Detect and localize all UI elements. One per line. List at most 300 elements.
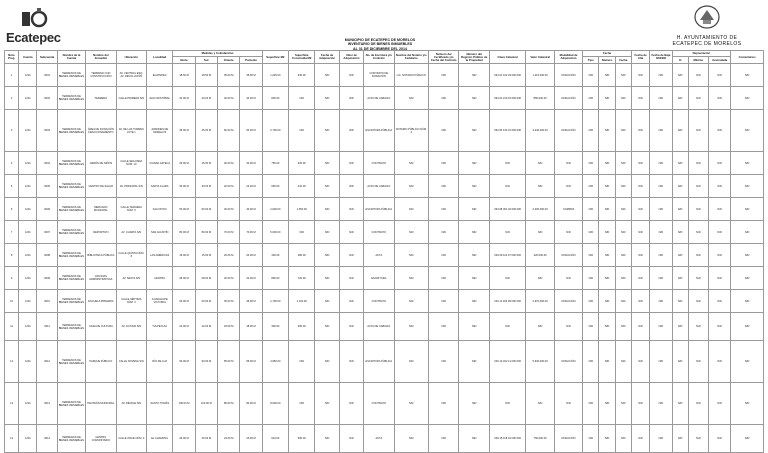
cell-numero: N/D — [599, 290, 615, 313]
cell-pct: N/D — [672, 313, 688, 341]
cell-norte: 25.00 M — [173, 152, 195, 175]
cell-norte: 100.00 M — [173, 383, 195, 425]
cell-rpp: N/D — [459, 198, 489, 221]
cell-fecha: N/D — [615, 290, 631, 313]
cell-sub: 0008 — [37, 244, 57, 267]
cell-escritura: ACTA DE CABILDO — [364, 175, 394, 198]
cell-notario: N/D — [394, 313, 428, 341]
cell-sup: 800.00 — [262, 87, 288, 110]
cell-min: N/D — [688, 175, 708, 198]
cell-modalidad: DONACIÓN — [554, 341, 582, 383]
cell-norte: 45.00 M — [173, 110, 195, 152]
cell-cert: N/D — [429, 425, 459, 453]
cell-valor: 2,400,000.00 — [526, 198, 554, 221]
cell-tipo: N/D — [583, 425, 599, 453]
cell-acum: N/D — [709, 175, 731, 198]
cell-modalidad: N/D — [554, 313, 582, 341]
ecatepec-logo — [6, 6, 66, 46]
cell-modalidad: DONACIÓN — [554, 244, 582, 267]
cell-sub: 0007 — [37, 221, 57, 244]
cell-sur: 90.00 M — [195, 341, 217, 383]
cell-sup: 1,025.00 — [262, 64, 288, 87]
seal-line1: H. AYUNTAMIENTO DE — [676, 35, 738, 41]
cell-valor: N/D — [526, 221, 554, 244]
table-row — [5, 313, 764, 341]
seal-line2: ECATEPEC DE MORELOS — [672, 41, 742, 47]
cell-pct: N/D — [672, 198, 688, 221]
col-ubicacion: Ubicación — [116, 51, 146, 64]
cell-notario: N/D — [394, 152, 428, 175]
cell-escritura: CONTRATO — [364, 290, 394, 313]
col-pct: % — [672, 57, 688, 64]
cell-pct: N/D — [672, 267, 688, 290]
cell-vadq: N/D — [339, 110, 363, 152]
cell-localidad: SANTA CLARA — [147, 175, 173, 198]
cell-ubicacion: CALLE NOVENA S/N — [116, 341, 146, 383]
cell-inmueble: PANTEÓN MUNICIPAL — [86, 383, 116, 425]
cell-rpp: N/D — [459, 313, 489, 341]
cell-ubicacion: AV. SEXTA S/N — [116, 267, 146, 290]
cell-cert: N/D — [429, 244, 459, 267]
table-row — [5, 425, 764, 453]
cell-min: N/D — [688, 341, 708, 383]
table-row — [5, 110, 764, 152]
cell-acum: N/D — [709, 244, 731, 267]
col-tipo: Tipo — [583, 57, 599, 64]
cell-supc: 640.00 — [289, 64, 315, 87]
cell-clave: 094 11 204 09 000 000 — [489, 290, 526, 313]
cell-localidad: JARDINES DE MORELOS — [147, 110, 173, 152]
cell-numero: N/D — [599, 341, 615, 383]
cell-escritura: ESCRITURA PÚBLICA — [364, 198, 394, 221]
cell-numero: N/D — [599, 425, 615, 453]
cell-valor: 2,970,000.00 — [526, 290, 554, 313]
cell-supc: 1,100.00 — [289, 290, 315, 313]
cell-ubicacion: CALLE TERCERA NÚM. 5 — [116, 198, 146, 221]
col-superficie-construida: Superficie Construida M2 — [289, 51, 315, 64]
cell-acum: N/D — [709, 313, 731, 341]
col-poniente: Poniente — [240, 57, 262, 64]
cell-oriente: 35.00 M — [218, 64, 240, 87]
inventory-rows — [5, 64, 764, 453]
cell-min: N/D — [688, 221, 708, 244]
cell-fbaja: N/D — [650, 198, 672, 221]
cell-clave: 094 02 210 15 000 000 — [489, 87, 526, 110]
cell-nombre-cuenta: TERRENOS DE BIENES INMUEBLES — [57, 313, 85, 341]
cell-falta: N/D — [631, 152, 649, 175]
table-row — [5, 290, 764, 313]
cell-fecha: N/D — [615, 425, 631, 453]
logo-left-text: Ecatepec — [6, 30, 61, 45]
cell-n: 14 — [5, 425, 19, 453]
cell-rpp: N/D — [459, 383, 489, 425]
cell-ubicacion: CALLE SÉPTIMA NÚM. 3 — [116, 290, 146, 313]
cell-min: N/D — [688, 110, 708, 152]
cell-fbaja: N/D — [650, 175, 672, 198]
cell-coment: N/D — [731, 383, 764, 425]
table-row — [5, 87, 764, 110]
cell-poniente: 32.00 M — [240, 267, 262, 290]
cell-fecha: N/D — [615, 221, 631, 244]
cell-supc: N/D — [289, 110, 315, 152]
cell-fadq: N/D — [315, 198, 339, 221]
cell-localidad: LAS AMÉRICAS — [147, 244, 173, 267]
cell-coment: N/D — [731, 341, 764, 383]
cell-sur: 18.50 M — [195, 64, 217, 87]
cell-min: N/D — [688, 313, 708, 341]
cell-falta: N/D — [631, 313, 649, 341]
cell-tipo: N/D — [583, 175, 599, 198]
cell-notario: N/D — [394, 244, 428, 267]
cell-pct: N/D — [672, 87, 688, 110]
cell-clave: 094 13 402 11 000 000 — [489, 341, 526, 383]
cell-notario: N/D — [394, 175, 428, 198]
cell-sur: 26.00 M — [195, 425, 217, 453]
cell-localidad: ECATEPEC — [147, 64, 173, 87]
cell-fbaja: N/D — [650, 341, 672, 383]
cell-sub: 0006 — [37, 198, 57, 221]
cell-n: 13 — [5, 383, 19, 425]
cell-sup: 750.00 — [262, 152, 288, 175]
cell-tipo: N/D — [583, 110, 599, 152]
cell-oriente: 20.00 M — [218, 244, 240, 267]
cell-clave: 094 05 133 01 000 000 — [489, 110, 526, 152]
cell-poniente: 45.00 M — [240, 290, 262, 313]
cell-rpp: N/D — [459, 341, 489, 383]
cell-vadq: N/D — [339, 64, 363, 87]
col-localidad: Localidad — [147, 51, 173, 64]
cell-fadq: N/D — [315, 425, 339, 453]
cell-rpp: N/D — [459, 87, 489, 110]
col-norte: Norte — [173, 57, 195, 64]
cell-clave: 094 15 118 04 000 000 — [489, 425, 526, 453]
cell-nombre-cuenta: TERRENOS DE BIENES INMUEBLES — [57, 152, 85, 175]
cell-norte: 26.00 M — [173, 425, 195, 453]
cell-inmueble: CASA DE CULTURA — [86, 313, 116, 341]
cell-oriente: 24.00 M — [218, 425, 240, 453]
cell-oriente: 55.00 M — [218, 341, 240, 383]
cell-numero: N/D — [599, 221, 615, 244]
cell-inmueble: OFICINAS ADMINISTRATIVAS — [86, 267, 116, 290]
cell-clave: N/D — [489, 313, 526, 341]
cell-cuenta: 1231 — [19, 198, 37, 221]
cell-ubicacion: CALLE ONCE NÚM. 2 — [116, 425, 146, 453]
cell-nombre-cuenta: TERRENOS DE BIENES INMUEBLES — [57, 244, 85, 267]
cell-fadq: N/D — [315, 64, 339, 87]
cell-falta: N/D — [631, 175, 649, 198]
cell-escritura: ACTA — [364, 244, 394, 267]
table-row — [5, 198, 764, 221]
cell-min: N/D — [688, 290, 708, 313]
col-clave-catastral: Clave Catastral — [489, 51, 526, 64]
cell-coment: N/D — [731, 198, 764, 221]
cell-nombre-cuenta: TERRENOS DE BIENES INMUEBLES — [57, 383, 85, 425]
cell-fecha: N/D — [615, 383, 631, 425]
cell-coment: N/D — [731, 221, 764, 244]
cell-inmueble: TERRENO — [86, 87, 116, 110]
cell-oriente: 70.00 M — [218, 221, 240, 244]
cell-n: 11 — [5, 313, 19, 341]
table-row — [5, 221, 764, 244]
cell-oriente: 80.00 M — [218, 383, 240, 425]
cell-acum: N/D — [709, 383, 731, 425]
cell-fadq: N/D — [315, 267, 339, 290]
cell-fbaja: N/D — [650, 313, 672, 341]
cell-fadq: N/D — [315, 290, 339, 313]
cell-norte: 22.00 M — [173, 313, 195, 341]
cell-cert: N/D — [429, 341, 459, 383]
cell-pct: N/D — [672, 341, 688, 383]
cell-n: 1 — [5, 64, 19, 87]
cell-inmueble: ÁREA DE DONACIÓN FRACCIONAMIENTO — [86, 110, 116, 152]
cell-clave: N/D — [489, 221, 526, 244]
cell-falta: N/D — [631, 110, 649, 152]
cell-coment: N/D — [731, 425, 764, 453]
cell-min: N/D — [688, 198, 708, 221]
cell-coment: N/D — [731, 110, 764, 152]
cell-cuenta: 1231 — [19, 383, 37, 425]
cell-clave: 094 08 301 02 000 000 — [489, 198, 526, 221]
cell-localidad: SAN CRISTÓBAL — [147, 87, 173, 110]
cell-acum: N/D — [709, 198, 731, 221]
cell-sub: 0004 — [37, 152, 57, 175]
cell-sup: 4,950.00 — [262, 341, 288, 383]
cell-fadq: N/D — [315, 244, 339, 267]
table-row — [5, 341, 764, 383]
cell-notario: N/D — [394, 383, 428, 425]
cell-notario: LIC. NOTARIO PÚBLICO — [394, 64, 428, 87]
cell-n: 5 — [5, 175, 19, 198]
cell-sub: 0014 — [37, 425, 57, 453]
cell-n: 8 — [5, 244, 19, 267]
cell-valor: 420,000.00 — [526, 244, 554, 267]
cell-fbaja: N/D — [650, 425, 672, 453]
cell-rpp: N/D — [459, 64, 489, 87]
cell-modalidad: DONACIÓN — [554, 110, 582, 152]
cell-cuenta: 1231 — [19, 290, 37, 313]
cell-notario: N/D — [394, 341, 428, 383]
cell-numero: N/D — [599, 175, 615, 198]
cell-tipo: N/D — [583, 221, 599, 244]
table-row — [5, 64, 764, 87]
cell-sur: 80.00 M — [195, 221, 217, 244]
cell-vadq: N/D — [339, 267, 363, 290]
cell-numero: N/D — [599, 383, 615, 425]
cell-modalidad: N/D — [554, 383, 582, 425]
cell-sur: 25.00 M — [195, 152, 217, 175]
cell-clave: N/D — [489, 152, 526, 175]
cell-acum: N/D — [709, 110, 731, 152]
cell-supc: 320.00 — [289, 152, 315, 175]
cell-localidad: RÍO DE LUZ — [147, 341, 173, 383]
cell-nombre-cuenta: TERRENOS DE BIENES INMUEBLES — [57, 175, 85, 198]
cell-modalidad: DONACIÓN — [554, 64, 582, 87]
col-cuenta: Cuenta — [19, 51, 37, 64]
cell-numero: N/D — [599, 64, 615, 87]
cell-sup: 300.00 — [262, 244, 288, 267]
cell-min: N/D — [688, 87, 708, 110]
cell-oriente: 40.00 M — [218, 198, 240, 221]
cell-coment: N/D — [731, 290, 764, 313]
cell-notario: N/D — [394, 267, 428, 290]
cell-clave: 094 09 110 07 000 000 — [489, 244, 526, 267]
cell-inmueble: DEPORTIVO — [86, 221, 116, 244]
cell-rpp: N/D — [459, 110, 489, 152]
cell-localidad: EL CHAMIZAL — [147, 425, 173, 453]
cell-modalidad: N/D — [554, 175, 582, 198]
cell-acum: N/D — [709, 341, 731, 383]
cell-nombre-cuenta: TERRENOS DE BIENES INMUEBLES — [57, 267, 85, 290]
cell-n: 10 — [5, 290, 19, 313]
col-certificado: Número del Certificado y/o Fecha del Contrato — [429, 51, 459, 64]
cell-tipo: N/D — [583, 64, 599, 87]
cell-fadq: N/D — [315, 313, 339, 341]
cell-fecha: N/D — [615, 313, 631, 341]
cell-numero: N/D — [599, 152, 615, 175]
cell-coment: N/D — [731, 267, 764, 290]
group-fecha: Fecha — [583, 51, 632, 57]
cell-coment: N/D — [731, 244, 764, 267]
cell-cert: N/D — [429, 267, 459, 290]
cell-tipo: N/D — [583, 152, 599, 175]
cell-sur: 45.00 M — [195, 110, 217, 152]
cell-rpp: N/D — [459, 267, 489, 290]
cell-sub: 0009 — [37, 267, 57, 290]
cell-modalidad: DONACIÓN — [554, 425, 582, 453]
cell-supc: 720.00 — [289, 267, 315, 290]
cell-cert: N/D — [429, 64, 459, 87]
cell-escritura: ACTA DE CABILDO — [364, 87, 394, 110]
cell-poniente: 24.00 M — [240, 425, 262, 453]
cell-falta: N/D — [631, 341, 649, 383]
cell-notario: N/D — [394, 290, 428, 313]
cell-falta: N/D — [631, 87, 649, 110]
cell-notario: N/D — [394, 425, 428, 453]
cell-vadq: N/D — [339, 313, 363, 341]
cell-nombre-cuenta: TERRENOS DE BIENES INMUEBLES — [57, 198, 85, 221]
cell-poniente: 70.00 M — [240, 221, 262, 244]
col-superficie: Superficie M2 — [262, 51, 288, 64]
cell-sur: 28.00 M — [195, 267, 217, 290]
cell-norte: 20.00 M — [173, 87, 195, 110]
cell-acum: N/D — [709, 87, 731, 110]
cell-inmueble: MERCADO MUNICIPAL — [86, 198, 116, 221]
cell-acum: N/D — [709, 152, 731, 175]
cell-rpp: N/D — [459, 290, 489, 313]
cell-cuenta: 1231 — [19, 313, 37, 341]
cell-poniente: 40.00 M — [240, 87, 262, 110]
cell-ubicacion: AV. PRINCIPAL S/N — [116, 175, 146, 198]
cell-ubicacion: AV. DE LAS TORRES LOTE 1 — [116, 110, 146, 152]
cell-coment: N/D — [731, 64, 764, 87]
cell-cert: N/D — [429, 87, 459, 110]
cell-ubicacion: AV. DÉCIMA S/N — [116, 383, 146, 425]
cell-norte: 50.00 M — [173, 198, 195, 221]
cell-pct: N/D — [672, 64, 688, 87]
cell-ubicacion: CALLE PRIMERA S/N — [116, 87, 146, 110]
cell-ubicacion: AV. CENTRAL ESQ. AV. REVOLUCIÓN — [116, 64, 146, 87]
cell-fadq: N/D — [315, 383, 339, 425]
cell-fbaja: N/D — [650, 244, 672, 267]
table-row — [5, 175, 764, 198]
cell-inmueble: PARQUE PÚBLICO — [86, 341, 116, 383]
cell-min: N/D — [688, 64, 708, 87]
cell-cert: N/D — [429, 198, 459, 221]
cell-acum: N/D — [709, 425, 731, 453]
cell-inmueble: CENTRO DE SALUD — [86, 175, 116, 198]
cell-tipo: N/D — [583, 244, 599, 267]
cell-falta: N/D — [631, 290, 649, 313]
cell-sur: 100.00 M — [195, 383, 217, 425]
cell-fbaja: N/D — [650, 64, 672, 87]
cell-notario: NOTARIO PÚBLICO NÚM. 2 — [394, 110, 428, 152]
cell-sub: 0003 — [37, 110, 57, 152]
col-notario: Nombre del Notario y/o Fedatario — [394, 51, 428, 64]
cell-numero: N/D — [599, 313, 615, 341]
table-row — [5, 267, 764, 290]
seal-icon — [692, 4, 722, 30]
cell-sur: 60.00 M — [195, 290, 217, 313]
cell-pct: N/D — [672, 152, 688, 175]
cell-modalidad: N/D — [554, 221, 582, 244]
cell-sup: 660.00 — [262, 175, 288, 198]
cell-poniente: 40.00 M — [240, 198, 262, 221]
cell-coment: N/D — [731, 152, 764, 175]
cell-falta: N/D — [631, 267, 649, 290]
col-acumulada: Acumulada — [709, 57, 731, 64]
cell-norte: 28.00 M — [173, 267, 195, 290]
cell-fecha: N/D — [615, 64, 631, 87]
cell-notario: N/D — [394, 221, 428, 244]
cell-oriente: 18.00 M — [218, 313, 240, 341]
cell-poniente: 55.00 M — [240, 341, 262, 383]
cell-sup: 5,600.00 — [262, 221, 288, 244]
cell-cuenta: 1231 — [19, 221, 37, 244]
cell-nombre-cuenta: TERRENOS DE BIENES INMUEBLES — [57, 110, 85, 152]
cell-norte: 80.00 M — [173, 221, 195, 244]
col-nombre-cuenta: Nombre de la Cuenta — [57, 51, 85, 64]
cell-fecha: N/D — [615, 244, 631, 267]
cell-escritura: ESCRITURA PÚBLICA — [364, 341, 394, 383]
cell-supc: N/D — [289, 341, 315, 383]
cell-tipo: N/D — [583, 383, 599, 425]
cell-pct: N/D — [672, 175, 688, 198]
cell-rpp: N/D — [459, 221, 489, 244]
municipal-glyph-icon — [20, 8, 50, 30]
group-depreciacion: Depreciación — [672, 51, 731, 57]
cell-supc: 500.00 — [289, 425, 315, 453]
ayuntamiento-seal — [652, 4, 762, 47]
cell-notario: N/D — [394, 87, 428, 110]
cell-valor: 5,940,000.00 — [526, 341, 554, 383]
cell-falta: N/D — [631, 425, 649, 453]
cell-cert: N/D — [429, 110, 459, 152]
cell-supc: N/D — [289, 87, 315, 110]
cell-pct: N/D — [672, 244, 688, 267]
inventory-table — [4, 50, 764, 453]
cell-tipo: N/D — [583, 313, 599, 341]
cell-min: N/D — [688, 244, 708, 267]
cell-nombre-cuenta: TERRENOS DE BIENES INMUEBLES — [57, 221, 85, 244]
cell-valor: 1,215,000.00 — [526, 64, 554, 87]
cell-localidad: GUADALUPE VICTORIA — [147, 290, 173, 313]
cell-cert: N/D — [429, 383, 459, 425]
cell-sub: 0013 — [37, 383, 57, 425]
cell-fbaja: N/D — [650, 87, 672, 110]
cell-fecha: N/D — [615, 198, 631, 221]
cell-pct: N/D — [672, 425, 688, 453]
cell-supc: N/D — [289, 221, 315, 244]
